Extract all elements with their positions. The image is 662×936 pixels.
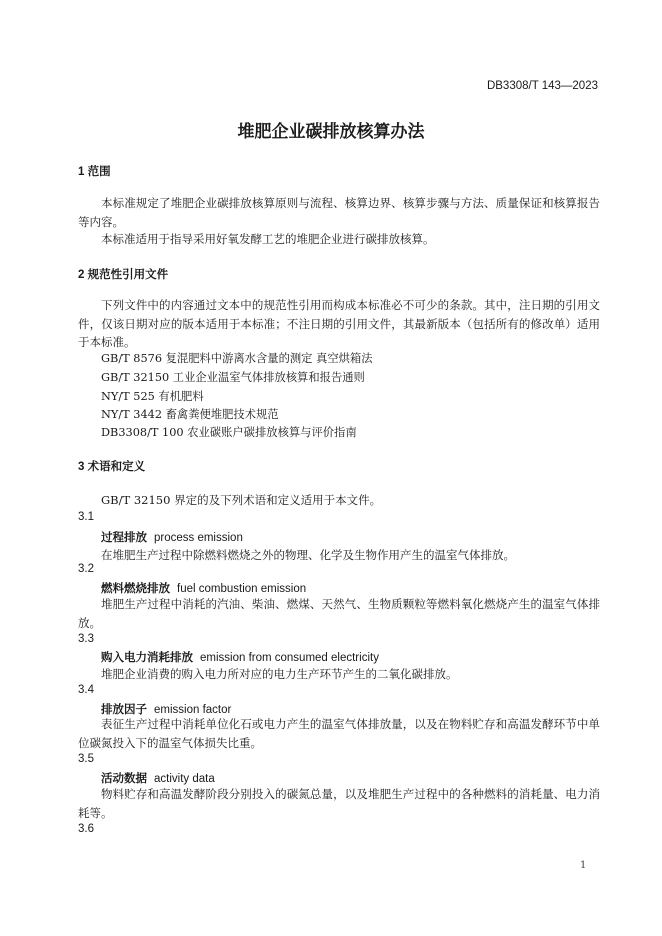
term-definition: 堆肥企业消费的购入电力所对应的电力生产环节产生的二氧化碳排放。 — [101, 667, 458, 681]
reference-item: GB/T 32150 工业企业温室气体排放核算和报告通则 — [101, 371, 365, 384]
term-title — [101, 649, 379, 665]
term-title-cn: 活动数据 — [101, 773, 147, 785]
scope-paragraph-1: 本标准规定了堆肥企业碳排放核算原则与流程、核算边界、核算步骤与方法、质量保证和核算报告等内容。 — [78, 196, 600, 229]
term-title-en: activity data — [154, 773, 215, 785]
term-definition: 堆肥生产过程中消耗的汽油、柴油、燃煤、天然气、生物质颗粒等燃料氧化燃烧产生的温室气体排放。 — [78, 597, 600, 630]
term-number: 3.5 — [78, 753, 94, 765]
term-definition: 表征生产过程中消耗单位化石或电力产生的温室气体排放量，以及在物料贮存和高温发酵环节中单位碳氮投入下的温室气体损失比重。 — [78, 717, 600, 750]
term-title-en: process emission — [154, 532, 243, 544]
reference-item: GB/T 8576 复混肥料中游离水含量的测定 真空烘箱法 — [101, 352, 373, 365]
reference-item: NY/T 525 有机肥料 — [101, 390, 204, 403]
references-intro-paragraph: 下列文件中的内容通过文本中的规范性引用而构成本标准必不可少的条款。其中，注日期的引用文件，仅该日期对应的版本适用于本标准；不注日期的引用文件，其最新版本（包括所有的修改单）适用于本标准。 — [78, 298, 600, 349]
term-number: 3.1 — [78, 511, 94, 523]
term-number: 3.2 — [78, 563, 94, 575]
term-title-cn: 燃料燃烧排放 — [101, 583, 170, 595]
section-heading-scope: 1 范围 — [78, 166, 111, 178]
section-heading-terms: 3 术语和定义 — [78, 461, 146, 473]
term-definition: 物料贮存和高温发酵阶段分别投入的碳氮总量，以及堆肥生产过程中的各种燃料的消耗量、电力消耗等。 — [78, 787, 600, 820]
term-title-en: emission factor — [154, 704, 232, 716]
page-number: 1 — [580, 860, 587, 871]
term-title-cn: 购入电力消耗排放 — [101, 652, 193, 664]
term-number: 3.6 — [78, 823, 94, 835]
term-title — [101, 529, 243, 545]
term-title — [101, 580, 306, 596]
term-definition: 在堆肥生产过程中除燃料燃烧之外的物理、化学及生物作用产生的温室气体排放。 — [101, 548, 515, 562]
term-number: 3.3 — [78, 633, 94, 645]
term-title-cn: 过程排放 — [101, 532, 147, 544]
term-title-en: emission from consumed electricity — [200, 652, 379, 664]
term-number: 3.4 — [78, 684, 94, 696]
reference-item: NY/T 3442 畜禽粪便堆肥技术规范 — [101, 408, 279, 421]
term-title — [101, 770, 215, 786]
terms-intro: GB/T 32150 界定的及下列术语和定义适用于本文件。 — [101, 493, 382, 507]
scope-paragraph-2: 本标准适用于指导采用好氧发酵工艺的堆肥企业进行碳排放核算。 — [101, 232, 435, 246]
document-code: DB3308/T 143—2023 — [486, 80, 598, 92]
reference-item: DB3308/T 100 农业碳账户碳排放核算与评价指南 — [101, 426, 357, 439]
page-title: 堆肥企业碳排放核算办法 — [237, 122, 425, 141]
section-heading-normative-references: 2 规范性引用文件 — [78, 269, 169, 281]
term-title-en: fuel combustion emission — [177, 583, 307, 595]
term-title-cn: 排放因子 — [101, 704, 147, 716]
